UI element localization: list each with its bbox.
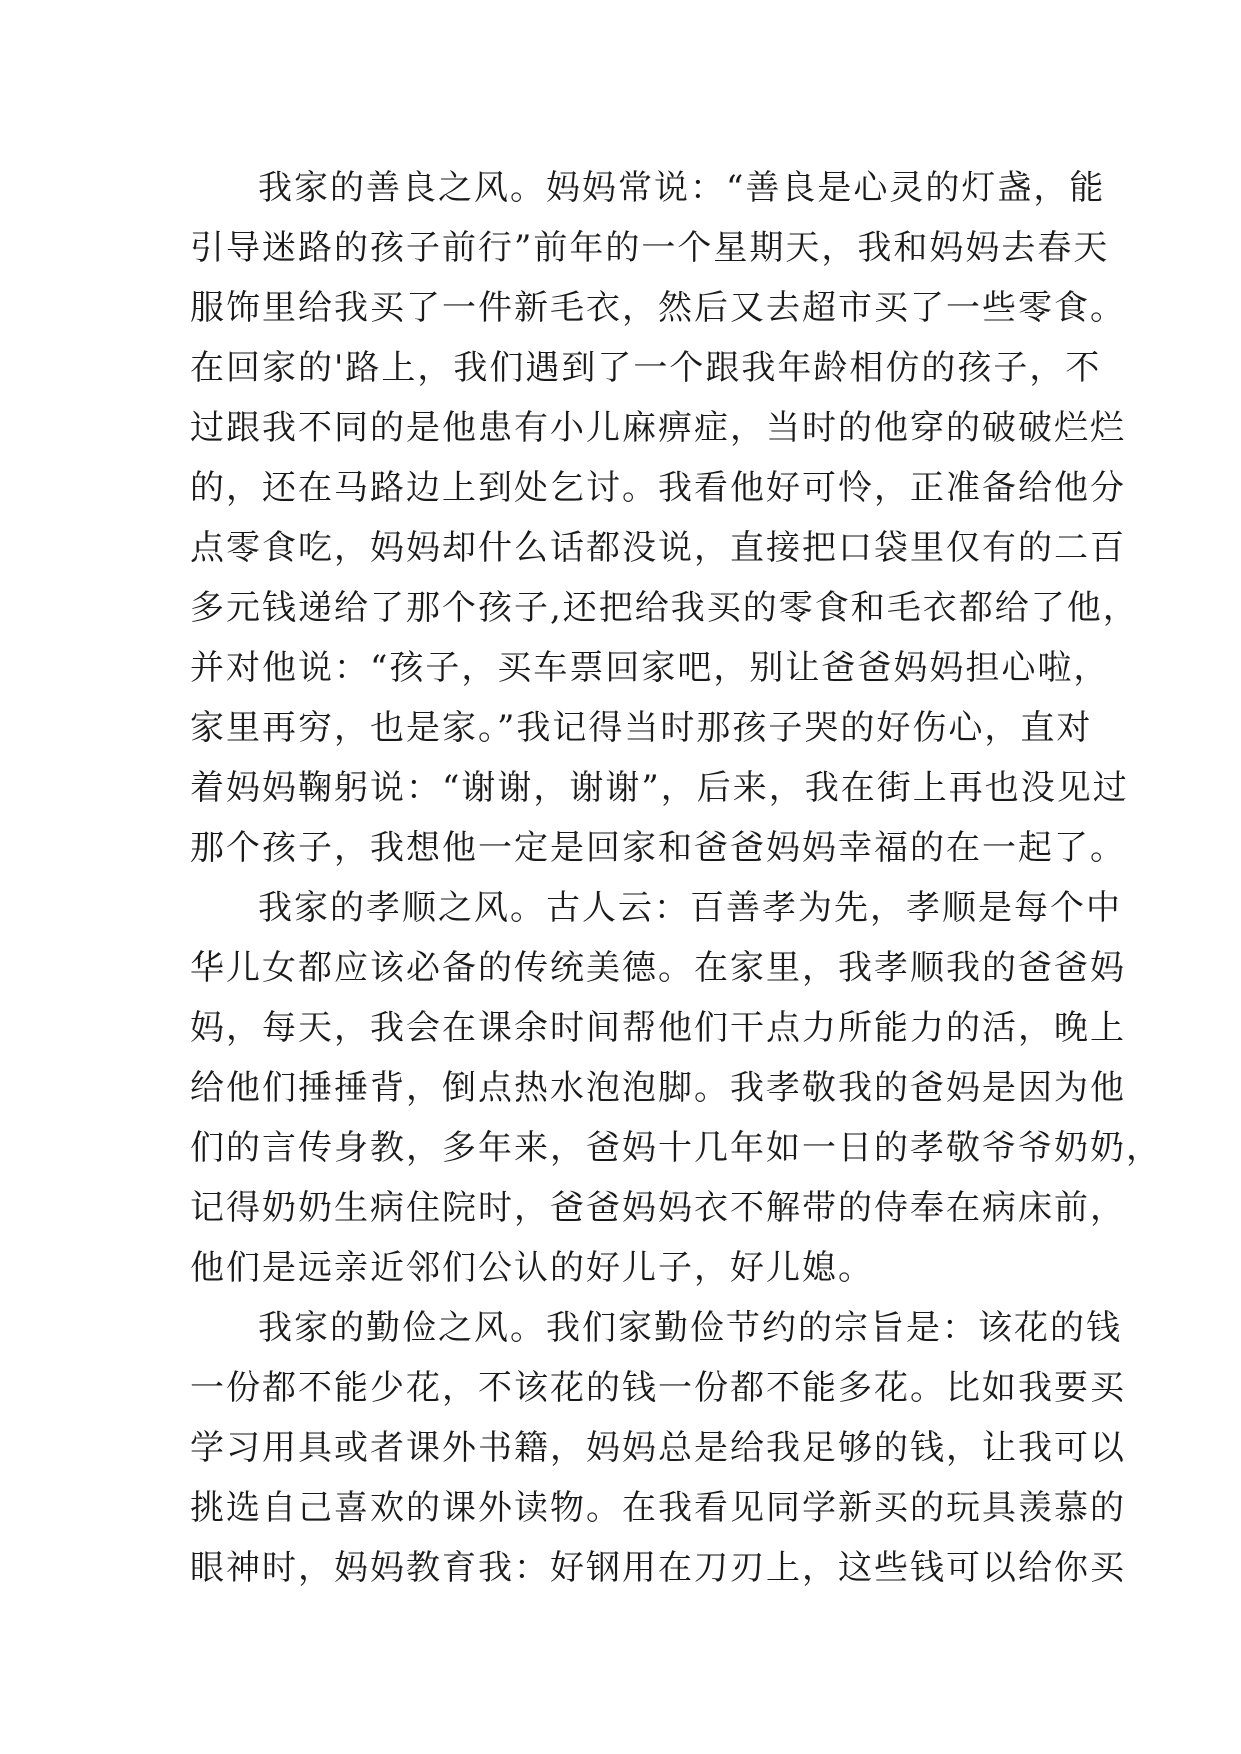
text-line: 华儿女都应该必备的传统美德。在家里，我孝顺我的爸爸妈 <box>190 948 1126 988</box>
text-line: 服饰里给我买了一件新毛衣，然后又去超市买了一些零食。 <box>190 288 1126 328</box>
text-line: 给他们捶捶背，倒点热水泡泡脚。我孝敬我的爸妈是因为他 <box>190 1068 1126 1108</box>
text-line: 挑选自己喜欢的课外读物。在我看见同学新买的玩具羡慕的 <box>190 1488 1126 1528</box>
body-text <box>190 158 1162 1598</box>
text-line: 那个孩子，我想他一定是回家和爸爸妈妈幸福的在一起了。 <box>190 828 1126 868</box>
text-line: 我家的善良之风。妈妈常说：“善良是心灵的灯盏，能 <box>258 168 1106 208</box>
text-line: 学习用具或者课外书籍，妈妈总是给我足够的钱，让我可以 <box>190 1428 1126 1468</box>
text-line: 引导迷路的孩子前行”前年的一个星期天，我和妈妈去春天 <box>190 228 1110 268</box>
text-line: 的，还在马路边上到处乞讨。我看他好可怜，正准备给他分 <box>190 468 1126 508</box>
text-line: 多元钱递给了那个孩子,还把给我买的零食和毛衣都给了他， <box>190 588 1139 628</box>
text-line: 他们是远亲近邻们公认的好儿子，好儿媳。 <box>190 1248 874 1288</box>
text-line: 记得奶奶生病住院时，爸爸妈妈衣不解带的侍奉在病床前， <box>190 1188 1126 1228</box>
text-line: 我家的勤俭之风。我们家勤俭节约的宗旨是：该花的钱 <box>258 1308 1122 1348</box>
text-line: 着妈妈鞠躬说：“谢谢，谢谢”，后来，我在街上再也没见过 <box>190 768 1129 808</box>
text-line: 一份都不能少花，不该花的钱一份都不能多花。比如我要买 <box>190 1368 1126 1408</box>
text-line: 点零食吃，妈妈却什么话都没说，直接把口袋里仅有的二百 <box>190 528 1126 568</box>
text-line: 妈，每天，我会在课余时间帮他们干点力所能力的活，晚上 <box>190 1008 1126 1048</box>
text-line: 过跟我不同的是他患有小儿麻痹症，当时的他穿的破破烂烂 <box>190 408 1126 448</box>
text-line: 在回家的'路上，我们遇到了一个跟我年龄相仿的孩子，不 <box>190 348 1102 388</box>
text-line: 们的言传身教，多年来，爸妈十几年如一日的孝敬爷爷奶奶， <box>190 1128 1162 1168</box>
text-line: 并对他说：“孩子，买车票回家吧，别让爸爸妈妈担心啦， <box>190 648 1110 688</box>
text-line: 家里再穷，也是家。”我记得当时那孩子哭的好伤心，直对 <box>190 708 1093 748</box>
text-line: 眼神时，妈妈教育我：好钢用在刀刃上，这些钱可以给你买 <box>190 1548 1126 1588</box>
text-line: 我家的孝顺之风。古人云：百善孝为先，孝顺是每个中 <box>258 888 1122 928</box>
